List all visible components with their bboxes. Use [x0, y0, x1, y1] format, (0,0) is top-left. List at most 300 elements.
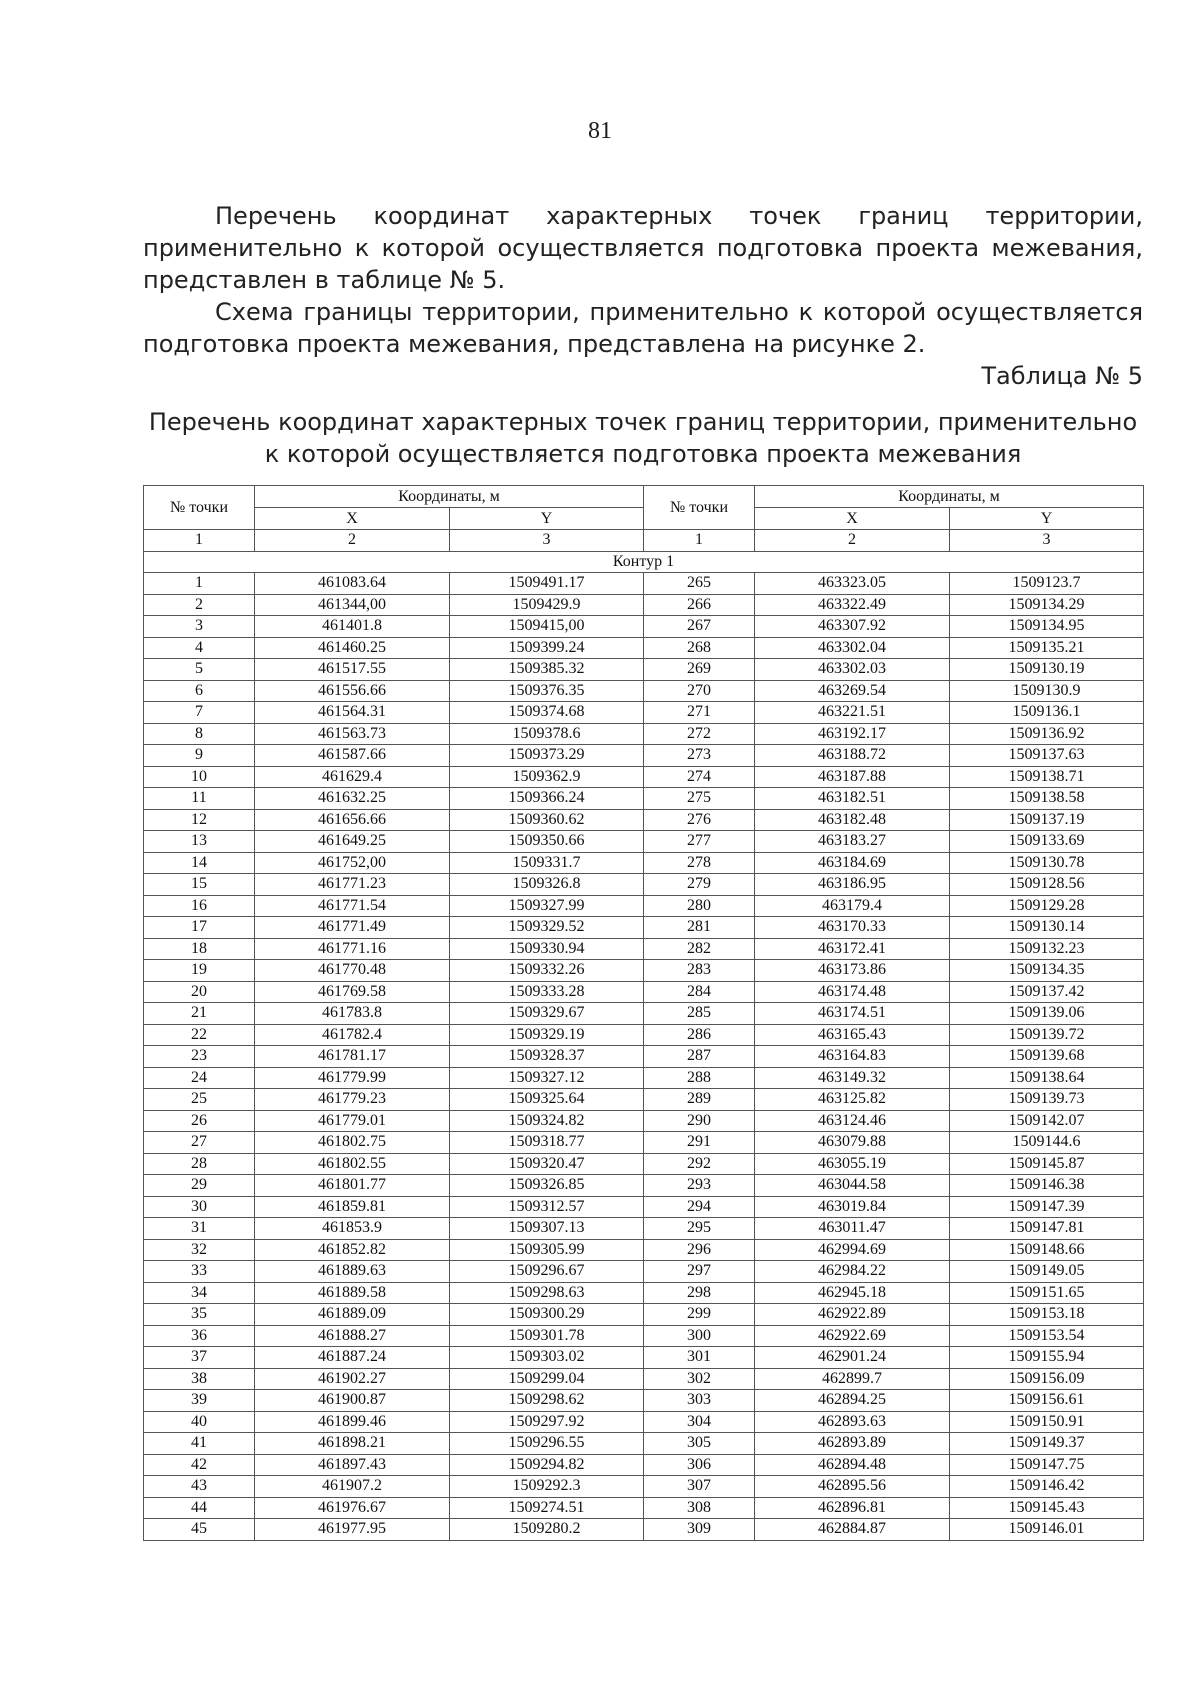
coordinate-x: 462994.69	[755, 1239, 950, 1261]
table-row	[144, 1089, 1144, 1111]
coordinate-x: 461563.73	[255, 723, 450, 745]
coordinate-x: 463302.03	[755, 659, 950, 681]
point-number: 45	[144, 1519, 255, 1541]
coordinate-y: 1509136.1	[950, 702, 1144, 724]
point-number: 299	[644, 1304, 755, 1326]
coordinate-y: 1509329.67	[450, 1003, 644, 1025]
coordinate-x: 463192.17	[755, 723, 950, 745]
coordinate-y: 1509146.42	[950, 1476, 1144, 1498]
table-row	[144, 1196, 1144, 1218]
table-row	[144, 573, 1144, 595]
coordinate-x: 462894.48	[755, 1454, 950, 1476]
coordinate-y: 1509139.68	[950, 1046, 1144, 1068]
coordinate-y: 1509145.87	[950, 1153, 1144, 1175]
table-row	[144, 1411, 1144, 1433]
coordinate-x: 461564.31	[255, 702, 450, 724]
coordinate-x: 462893.89	[755, 1433, 950, 1455]
coordinate-y: 1509320.47	[450, 1153, 644, 1175]
point-number: 36	[144, 1325, 255, 1347]
point-number: 298	[644, 1282, 755, 1304]
coordinate-y: 1509130.14	[950, 917, 1144, 939]
point-number: 278	[644, 852, 755, 874]
header-row-1	[144, 486, 1144, 508]
coordinate-y: 1509147.39	[950, 1196, 1144, 1218]
table-row	[144, 1067, 1144, 1089]
coordinate-y: 1509274.51	[450, 1497, 644, 1519]
coordinate-x: 462922.69	[755, 1325, 950, 1347]
coordinate-x: 463269.54	[755, 680, 950, 702]
point-number: 11	[144, 788, 255, 810]
coordinate-x: 461889.58	[255, 1282, 450, 1304]
coordinate-x: 463187.88	[755, 766, 950, 788]
coordinate-x: 461802.55	[255, 1153, 450, 1175]
coordinate-y: 1509332.26	[450, 960, 644, 982]
coordinate-y: 1509331.7	[450, 852, 644, 874]
coordinate-x: 461897.43	[255, 1454, 450, 1476]
point-number: 301	[644, 1347, 755, 1369]
coordinate-x: 461802.75	[255, 1132, 450, 1154]
coordinate-x: 463173.86	[755, 960, 950, 982]
coordinate-y: 1509138.64	[950, 1067, 1144, 1089]
coordinate-x: 463055.19	[755, 1153, 950, 1175]
coordinate-x: 462895.56	[755, 1476, 950, 1498]
point-number: 305	[644, 1433, 755, 1455]
point-number: 308	[644, 1497, 755, 1519]
coordinate-y: 1509149.05	[950, 1261, 1144, 1283]
coordinate-y: 1509312.57	[450, 1196, 644, 1218]
column-number-row	[144, 530, 1144, 552]
coordinate-y: 1509305.99	[450, 1239, 644, 1261]
point-number: 18	[144, 938, 255, 960]
column-number: 1	[644, 530, 755, 552]
coordinate-x: 461859.81	[255, 1196, 450, 1218]
coordinate-y: 1509123.7	[950, 573, 1144, 595]
point-number: 30	[144, 1196, 255, 1218]
coordinate-x: 463172.41	[755, 938, 950, 960]
page-number: 81	[588, 118, 612, 144]
coordinate-x: 461783.8	[255, 1003, 450, 1025]
scheme-paragraph	[143, 296, 1143, 360]
coordinate-y: 1509129.28	[950, 895, 1144, 917]
point-number: 1	[144, 573, 255, 595]
point-number: 296	[644, 1239, 755, 1261]
header-point-no-right: № точки	[644, 486, 755, 530]
point-number: 44	[144, 1497, 255, 1519]
table-row	[144, 702, 1144, 724]
point-number: 287	[644, 1046, 755, 1068]
coordinate-y: 1509134.29	[950, 594, 1144, 616]
point-number: 39	[144, 1390, 255, 1412]
point-number: 42	[144, 1454, 255, 1476]
point-number: 274	[644, 766, 755, 788]
table-row	[144, 745, 1144, 767]
coordinate-x: 461649.25	[255, 831, 450, 853]
table-row	[144, 831, 1144, 853]
coordinate-y: 1509130.19	[950, 659, 1144, 681]
coordinate-x: 461976.67	[255, 1497, 450, 1519]
point-number: 282	[644, 938, 755, 960]
coordinate-y: 1509300.29	[450, 1304, 644, 1326]
point-number: 4	[144, 637, 255, 659]
point-number: 6	[144, 680, 255, 702]
point-number: 289	[644, 1089, 755, 1111]
table-row	[144, 594, 1144, 616]
intro-paragraph	[143, 200, 1143, 296]
coordinate-y: 1509298.63	[450, 1282, 644, 1304]
coordinate-y: 1509151.65	[950, 1282, 1144, 1304]
coordinate-x: 461632.25	[255, 788, 450, 810]
coordinate-y: 1509137.42	[950, 981, 1144, 1003]
coordinate-y: 1509134.95	[950, 616, 1144, 638]
point-number: 266	[644, 594, 755, 616]
table-row	[144, 1454, 1144, 1476]
point-number: 279	[644, 874, 755, 896]
coordinate-x: 461770.48	[255, 960, 450, 982]
coordinate-y: 1509128.56	[950, 874, 1144, 896]
coordinate-y: 1509139.72	[950, 1024, 1144, 1046]
point-number: 297	[644, 1261, 755, 1283]
point-number: 309	[644, 1519, 755, 1541]
point-number: 271	[644, 702, 755, 724]
point-number: 300	[644, 1325, 755, 1347]
coordinate-y: 1509330.94	[450, 938, 644, 960]
coordinate-x: 461781.17	[255, 1046, 450, 1068]
point-number: 306	[644, 1454, 755, 1476]
coordinate-y: 1509299.04	[450, 1368, 644, 1390]
point-number: 32	[144, 1239, 255, 1261]
header-point-no-left: № точки	[144, 486, 255, 530]
coordinate-x: 461401.8	[255, 616, 450, 638]
coordinate-x: 461771.16	[255, 938, 450, 960]
coordinate-y: 1509333.28	[450, 981, 644, 1003]
coordinate-x: 463307.92	[755, 616, 950, 638]
point-number: 307	[644, 1476, 755, 1498]
coordinate-x: 463179.4	[755, 895, 950, 917]
point-number: 304	[644, 1411, 755, 1433]
table-row	[144, 1325, 1144, 1347]
point-number: 12	[144, 809, 255, 831]
point-number: 14	[144, 852, 255, 874]
coordinate-y: 1509153.18	[950, 1304, 1144, 1326]
coordinate-y: 1509135.21	[950, 637, 1144, 659]
coordinate-x: 461556.66	[255, 680, 450, 702]
table-body	[144, 530, 1144, 1541]
coordinate-x: 462901.24	[755, 1347, 950, 1369]
coordinate-y: 1509138.58	[950, 788, 1144, 810]
point-number: 15	[144, 874, 255, 896]
coordinate-y: 1509138.71	[950, 766, 1144, 788]
coordinate-x: 461460.25	[255, 637, 450, 659]
coordinate-x: 463149.32	[755, 1067, 950, 1089]
coordinate-y: 1509137.19	[950, 809, 1144, 831]
coordinate-x: 462945.18	[755, 1282, 950, 1304]
table-row	[144, 1110, 1144, 1132]
point-number: 283	[644, 960, 755, 982]
table-row	[144, 1347, 1144, 1369]
coordinate-x: 463019.84	[755, 1196, 950, 1218]
coordinate-y: 1509155.94	[950, 1347, 1144, 1369]
coordinate-x: 461852.82	[255, 1239, 450, 1261]
coordinate-x: 463186.95	[755, 874, 950, 896]
contour-label: Контур 1	[144, 551, 1144, 573]
coordinate-x: 462922.89	[755, 1304, 950, 1326]
coordinate-x: 463079.88	[755, 1132, 950, 1154]
coordinate-y: 1509156.61	[950, 1390, 1144, 1412]
coordinate-y: 1509360.62	[450, 809, 644, 831]
coordinate-y: 1509415,00	[450, 616, 644, 638]
coordinate-y: 1509329.19	[450, 1024, 644, 1046]
coordinate-x: 461889.63	[255, 1261, 450, 1283]
coordinate-y: 1509399.24	[450, 637, 644, 659]
table-title-line-1: Перечень координат характерных точек границ территории, применительно	[148, 408, 1138, 436]
table-header	[144, 486, 1144, 530]
point-number: 269	[644, 659, 755, 681]
coordinate-x: 462894.25	[755, 1390, 950, 1412]
coordinate-x: 461898.21	[255, 1433, 450, 1455]
table-row	[144, 1304, 1144, 1326]
point-number: 292	[644, 1153, 755, 1175]
table-row	[144, 1218, 1144, 1240]
column-number: 3	[950, 530, 1144, 552]
point-number: 275	[644, 788, 755, 810]
table-row	[144, 1239, 1144, 1261]
coordinate-x: 461771.23	[255, 874, 450, 896]
point-number: 276	[644, 809, 755, 831]
point-number: 270	[644, 680, 755, 702]
coordinate-y: 1509156.09	[950, 1368, 1144, 1390]
coordinate-y: 1509378.6	[450, 723, 644, 745]
table-row	[144, 1476, 1144, 1498]
table-row	[144, 723, 1144, 745]
coordinate-x: 463125.82	[755, 1089, 950, 1111]
point-number: 16	[144, 895, 255, 917]
coordinate-x: 461771.49	[255, 917, 450, 939]
coordinate-y: 1509376.35	[450, 680, 644, 702]
coordinate-x: 463174.51	[755, 1003, 950, 1025]
header-coordinates-right: Координаты, м	[755, 486, 1144, 508]
coordinate-y: 1509362.9	[450, 766, 644, 788]
table-row	[144, 1175, 1144, 1197]
coordinate-y: 1509296.67	[450, 1261, 644, 1283]
point-number: 29	[144, 1175, 255, 1197]
coordinate-y: 1509294.82	[450, 1454, 644, 1476]
point-number: 303	[644, 1390, 755, 1412]
coordinate-x: 461977.95	[255, 1519, 450, 1541]
column-number: 2	[755, 530, 950, 552]
coordinate-y: 1509373.29	[450, 745, 644, 767]
coordinate-y: 1509429.9	[450, 594, 644, 616]
point-number: 9	[144, 745, 255, 767]
table-row	[144, 960, 1144, 982]
coordinate-x: 463164.83	[755, 1046, 950, 1068]
point-number: 33	[144, 1261, 255, 1283]
coordinate-y: 1509139.06	[950, 1003, 1144, 1025]
header-y-right: Y	[950, 508, 1144, 530]
coordinate-y: 1509134.35	[950, 960, 1144, 982]
table-row	[144, 616, 1144, 638]
table-title-line-2: к которой осуществляется подготовка проекта межевания	[264, 440, 1022, 468]
coordinate-x: 461779.01	[255, 1110, 450, 1132]
point-number: 281	[644, 917, 755, 939]
coordinate-y: 1509153.54	[950, 1325, 1144, 1347]
point-number: 40	[144, 1411, 255, 1433]
table-row	[144, 788, 1144, 810]
coordinate-y: 1509297.92	[450, 1411, 644, 1433]
point-number: 24	[144, 1067, 255, 1089]
coordinate-y: 1509318.77	[450, 1132, 644, 1154]
point-number: 26	[144, 1110, 255, 1132]
point-number: 293	[644, 1175, 755, 1197]
table-row	[144, 1282, 1144, 1304]
coordinate-y: 1509298.62	[450, 1390, 644, 1412]
coordinate-x: 463188.72	[755, 745, 950, 767]
paragraph-coordinates-list: Перечень координат характерных точек границ территории, применительно к которой осуществляется подготовка проекта межевания, представлен в таблице № 5.	[143, 202, 1143, 294]
coordinate-y: 1509139.73	[950, 1089, 1144, 1111]
coordinate-x: 461587.66	[255, 745, 450, 767]
table-row	[144, 917, 1144, 939]
coordinate-y: 1509327.12	[450, 1067, 644, 1089]
coordinate-y: 1509150.91	[950, 1411, 1144, 1433]
coordinate-x: 461771.54	[255, 895, 450, 917]
coordinate-x: 463182.48	[755, 809, 950, 831]
coordinate-x: 462884.87	[755, 1519, 950, 1541]
coordinate-y: 1509142.07	[950, 1110, 1144, 1132]
coordinate-y: 1509292.3	[450, 1476, 644, 1498]
point-number: 31	[144, 1218, 255, 1240]
table-row	[144, 1368, 1144, 1390]
coordinate-y: 1509326.8	[450, 874, 644, 896]
point-number: 265	[644, 573, 755, 595]
coordinate-x: 463182.51	[755, 788, 950, 810]
point-number: 295	[644, 1218, 755, 1240]
table-row	[144, 1046, 1144, 1068]
table-label: Таблица № 5	[981, 362, 1143, 390]
table-row	[144, 938, 1144, 960]
point-number: 268	[644, 637, 755, 659]
coordinate-x: 461889.09	[255, 1304, 450, 1326]
coordinate-y: 1509327.99	[450, 895, 644, 917]
point-number: 21	[144, 1003, 255, 1025]
point-number: 37	[144, 1347, 255, 1369]
header-y-left: Y	[450, 508, 644, 530]
coordinate-x: 462984.22	[755, 1261, 950, 1283]
point-number: 267	[644, 616, 755, 638]
coordinate-x: 463322.49	[755, 594, 950, 616]
coordinate-y: 1509132.23	[950, 938, 1144, 960]
coordinate-x: 461853.9	[255, 1218, 450, 1240]
table-row	[144, 1024, 1144, 1046]
point-number: 286	[644, 1024, 755, 1046]
coordinates-table	[143, 485, 1144, 1541]
point-number: 3	[144, 616, 255, 638]
paragraph-boundary-scheme: Схема границы территории, применительно к которой осуществляется подготовка проекта межевания, представлена на рисунке 2.	[143, 298, 1143, 358]
point-number: 5	[144, 659, 255, 681]
header-x-left: X	[255, 508, 450, 530]
coordinate-x: 463183.27	[755, 831, 950, 853]
point-number: 20	[144, 981, 255, 1003]
point-number: 284	[644, 981, 755, 1003]
point-number: 285	[644, 1003, 755, 1025]
coordinate-x: 463184.69	[755, 852, 950, 874]
table-row	[144, 680, 1144, 702]
coordinate-x: 463011.47	[755, 1218, 950, 1240]
table-row	[144, 1261, 1144, 1283]
point-number: 294	[644, 1196, 755, 1218]
coordinate-y: 1509491.17	[450, 573, 644, 595]
coordinate-x: 461902.27	[255, 1368, 450, 1390]
header-coordinates-left: Координаты, м	[255, 486, 644, 508]
point-number: 43	[144, 1476, 255, 1498]
point-number: 22	[144, 1024, 255, 1046]
coordinate-x: 463044.58	[755, 1175, 950, 1197]
table-row	[144, 637, 1144, 659]
coordinate-y: 1509137.63	[950, 745, 1144, 767]
coordinate-x: 463170.33	[755, 917, 950, 939]
point-number: 2	[144, 594, 255, 616]
point-number: 19	[144, 960, 255, 982]
coordinate-y: 1509328.37	[450, 1046, 644, 1068]
point-number: 288	[644, 1067, 755, 1089]
table-row	[144, 1132, 1144, 1154]
coordinate-y: 1509148.66	[950, 1239, 1144, 1261]
coordinate-y: 1509136.92	[950, 723, 1144, 745]
point-number: 277	[644, 831, 755, 853]
table-row	[144, 852, 1144, 874]
coordinate-y: 1509307.13	[450, 1218, 644, 1240]
coordinate-y: 1509130.9	[950, 680, 1144, 702]
coordinate-x: 461779.23	[255, 1089, 450, 1111]
coordinate-y: 1509374.68	[450, 702, 644, 724]
coordinate-y: 1509147.81	[950, 1218, 1144, 1240]
coordinate-y: 1509326.85	[450, 1175, 644, 1197]
coordinate-x: 462893.63	[755, 1411, 950, 1433]
table-row	[144, 895, 1144, 917]
coordinate-y: 1509385.32	[450, 659, 644, 681]
table-row	[144, 1519, 1144, 1541]
point-number: 28	[144, 1153, 255, 1175]
coordinate-x: 461769.58	[255, 981, 450, 1003]
coordinate-y: 1509324.82	[450, 1110, 644, 1132]
point-number: 27	[144, 1132, 255, 1154]
point-number: 10	[144, 766, 255, 788]
point-number: 38	[144, 1368, 255, 1390]
table-row	[144, 981, 1144, 1003]
table-row	[144, 1497, 1144, 1519]
coordinate-x: 461782.4	[255, 1024, 450, 1046]
point-number: 17	[144, 917, 255, 939]
point-number: 290	[644, 1110, 755, 1132]
coordinate-y: 1509350.66	[450, 831, 644, 853]
coordinate-y: 1509146.01	[950, 1519, 1144, 1541]
coordinate-x: 463165.43	[755, 1024, 950, 1046]
coordinate-x: 461344,00	[255, 594, 450, 616]
table-row	[144, 766, 1144, 788]
coordinate-x: 463124.46	[755, 1110, 950, 1132]
point-number: 8	[144, 723, 255, 745]
coordinate-x: 461899.46	[255, 1411, 450, 1433]
point-number: 7	[144, 702, 255, 724]
coordinate-x: 461083.64	[255, 573, 450, 595]
coordinate-x: 463174.48	[755, 981, 950, 1003]
table-row	[144, 1390, 1144, 1412]
coordinate-y: 1509149.37	[950, 1433, 1144, 1455]
point-number: 13	[144, 831, 255, 853]
table-title	[143, 406, 1143, 470]
coordinate-x: 461900.87	[255, 1390, 450, 1412]
coordinate-x: 463323.05	[755, 573, 950, 595]
coordinate-y: 1509147.75	[950, 1454, 1144, 1476]
coordinate-x: 463302.04	[755, 637, 950, 659]
